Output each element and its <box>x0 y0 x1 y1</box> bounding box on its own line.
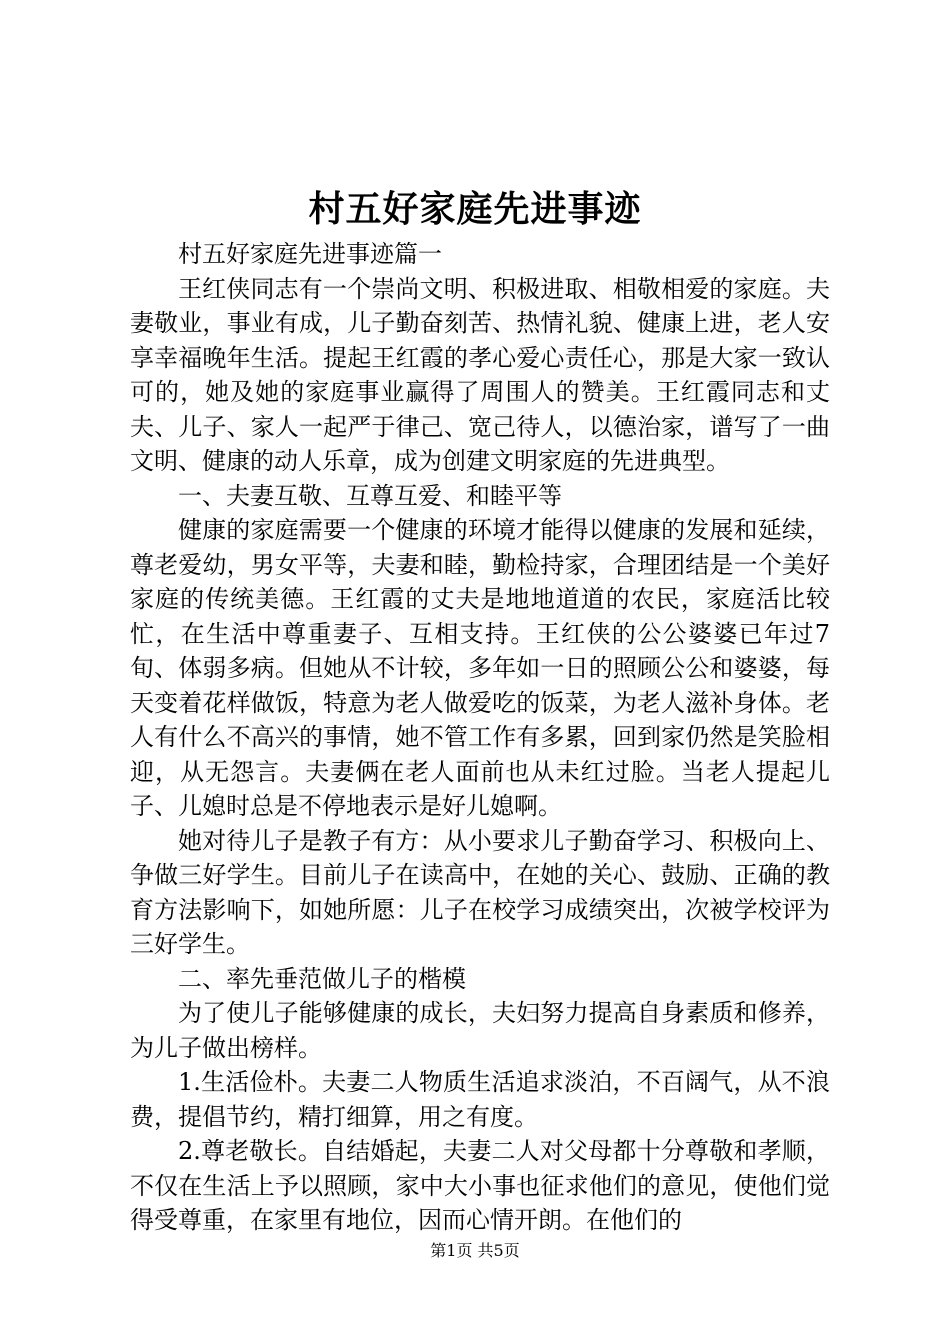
paragraph: 王红侠同志有一个崇尚文明、积极进取、相敬相爱的家庭。夫妻敬业，事业有成，儿子勤奋刻苦、热情礼貌、健康上进，老人安享幸福晚年生活。提起王红霞的孝心爱心责任心，那是大家一致认可的，她及她的家庭事业赢得了周围人的赞美。王红霞同志和丈夫、儿子、家人一起严于律己、宽己待人，以德治家，谱写了一曲文明、健康的动人乐章，成为创建文明家庭的先进典型。 <box>130 274 830 475</box>
paragraph-subtitle: 村五好家庭先进事迹篇一 <box>178 240 442 268</box>
list-item: 1.生活俭朴。夫妻二人物质生活追求淡泊，不百阔气，从不浪费，提倡节约，精打细算，用之有度。 <box>130 1068 830 1131</box>
page-number-footer: 第1页 共5页 <box>430 1241 520 1260</box>
section-heading: 一、夫妻互敬、互尊互爱、和睦平等 <box>178 481 562 510</box>
document-body <box>130 237 830 1238</box>
paragraph: 为了使儿子能够健康的成长，夫妇努力提高自身素质和修养，为儿子做出榜样。 <box>130 999 830 1062</box>
document-title: 村五好家庭先进事迹 <box>308 188 642 230</box>
list-item: 2.尊老敬长。自结婚起，夫妻二人对父母都十分尊敬和孝顺，不仅在生活上予以照顾，家中大小事也征求他们的意见，使他们觉得受尊重，在家里有地位，因而心情开朗。在他们的 <box>130 1137 830 1234</box>
paragraph: 健康的家庭需要一个健康的环境才能得以健康的发展和延续，尊老爱幼，男女平等，夫妻和睦，勤检持家，合理团结是一个美好家庭的传统美德。王红霞的丈夫是地地道道的农民，家庭活比较忙，在生活中尊重妻子、互相支持。王红侠的公公婆婆已年过7旬、体弱多病。但她从不计较，多年如一日的照顾公公和婆婆，每天变着花样做饭，特意为老人做爱吃的饭菜，为老人滋补身体。老人有什么不高兴的事情，她不管工作有多累，回到家仍然是笑脸相迎，从无怨言。夫妻俩在老人面前也从未红过脸。当老人提起儿子、儿媳时总是不停地表示是好儿媳啊。 <box>130 516 830 820</box>
section-heading: 二、率先垂范做儿子的楷模 <box>178 964 466 993</box>
paragraph: 她对待儿子是教子有方：从小要求儿子勤奋学习、积极向上、争做三好学生。目前儿子在读高中，在她的关心、鼓励、正确的教育方法影响下，如她所愿：儿子在校学习成绩突出，次被学校评为三好学生。 <box>130 826 830 958</box>
